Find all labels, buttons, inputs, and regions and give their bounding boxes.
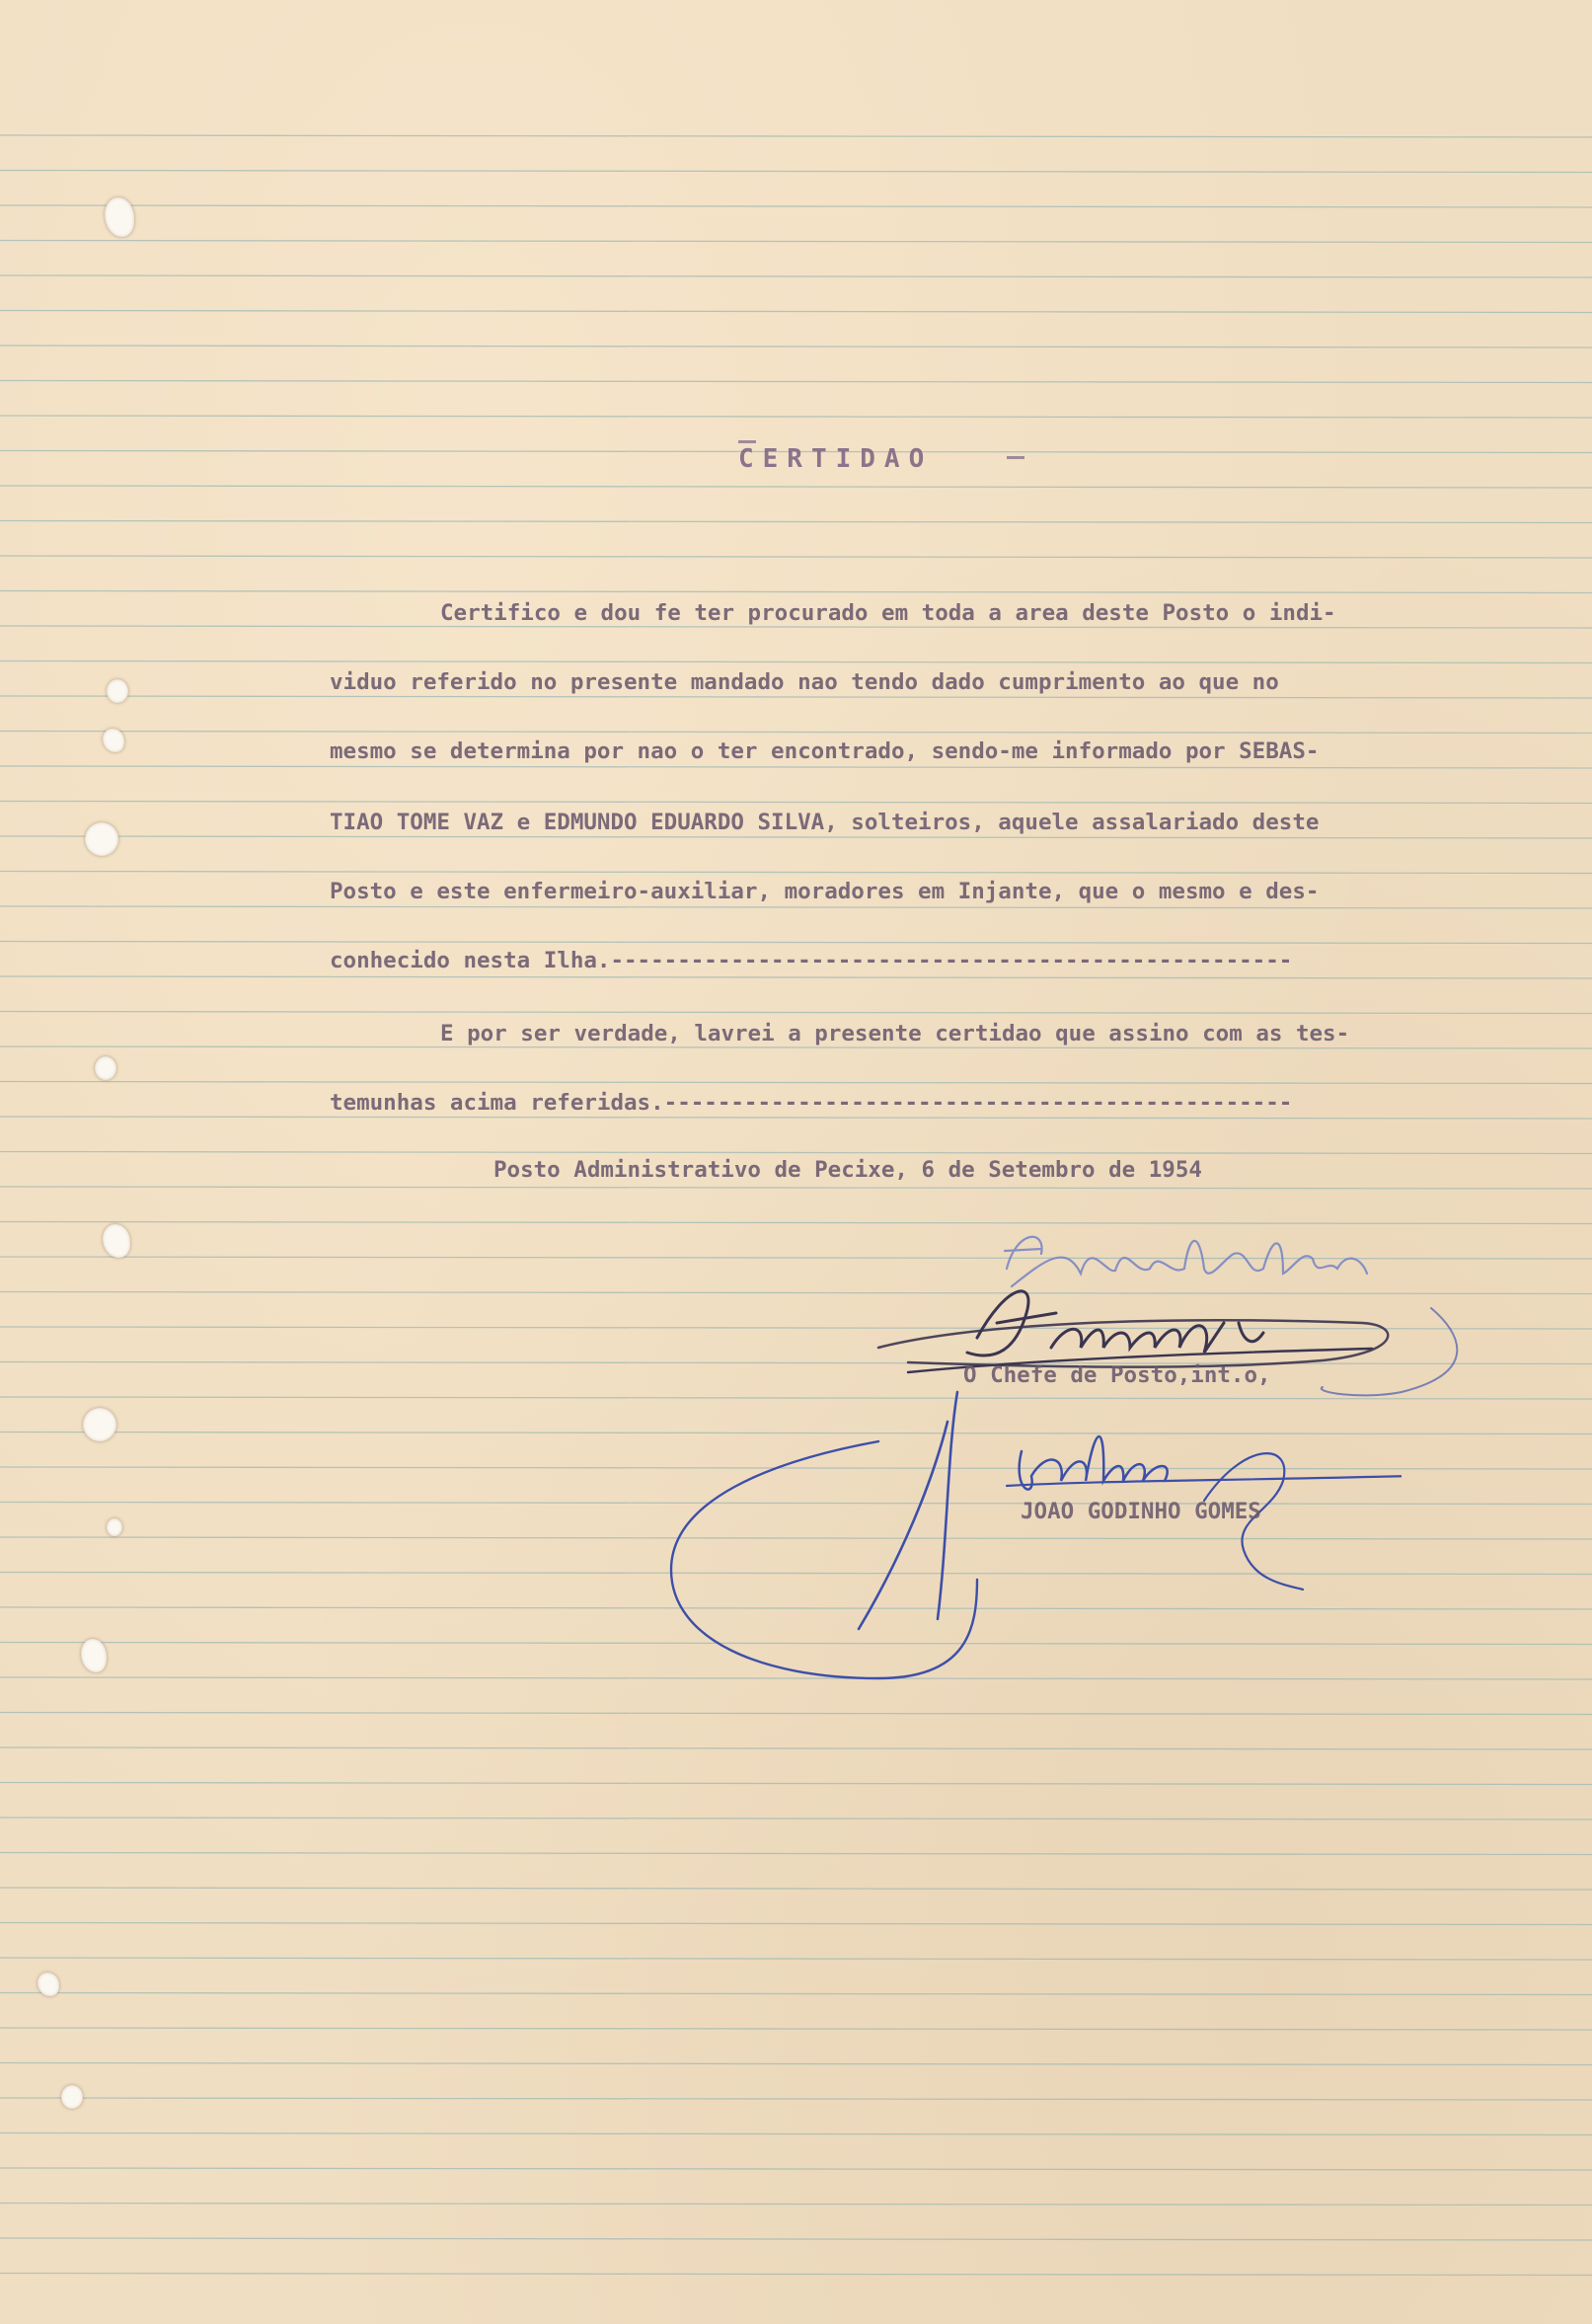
ruled-line [0, 1783, 1592, 1785]
ruled-line [0, 2098, 1592, 2100]
ruled-line [0, 171, 1592, 173]
paragraph-1-line: viduo referido no presente mandado nao tendo dado cumprimento ao que no [330, 669, 1279, 695]
ruled-line [0, 1713, 1592, 1715]
ruled-line [0, 1082, 1592, 1084]
ruled-line [0, 135, 1592, 137]
ruled-line [0, 1923, 1592, 1925]
punch-hole [103, 1224, 130, 1258]
ruled-line [0, 1747, 1592, 1749]
punch-hole [95, 1056, 116, 1080]
ruled-line [0, 311, 1592, 313]
punch-hole [107, 679, 128, 703]
ruled-line [0, 1012, 1592, 1014]
punch-hole [83, 1408, 116, 1441]
ruled-line [0, 275, 1592, 277]
ruled-line [0, 766, 1592, 768]
ruled-line [0, 591, 1592, 593]
ruled-line [0, 1818, 1592, 1820]
punch-hole [85, 822, 118, 856]
ruled-line [0, 2133, 1592, 2135]
ruled-line [0, 696, 1592, 698]
ruled-line [0, 1888, 1592, 1890]
paragraph-1-line: Posto e este enfermeiro-auxiliar, moradores em Injante, que o mesmo e des- [330, 879, 1320, 904]
ruled-line [0, 1117, 1592, 1119]
ruled-line [0, 2204, 1592, 2206]
paragraph-1-line: TIAO TOME VAZ e EDMUNDO EDUARDO SILVA, solteiros, aquele assalariado deste [330, 810, 1320, 835]
punch-hole [61, 2085, 83, 2109]
ruled-line [0, 2238, 1592, 2240]
paragraph-1-line: mesmo se determina por nao o ter encontrado, sendo-me informado por SEBAS- [330, 738, 1320, 764]
paragraph-1-line: conhecido nesta Ilha.--------------------------------------------------- [330, 948, 1293, 973]
ruled-line [0, 346, 1592, 348]
ruled-line [0, 802, 1592, 804]
document-title: CERTIDAO [738, 444, 934, 474]
ruled-line [0, 626, 1592, 628]
ruled-line [0, 836, 1592, 838]
ruled-line [0, 1187, 1592, 1189]
ruled-line [0, 1152, 1592, 1154]
ruled-line [0, 732, 1592, 734]
ruled-line [0, 1853, 1592, 1855]
ruled-line [0, 661, 1592, 663]
ruled-line [0, 381, 1592, 383]
title-mark-left [738, 440, 756, 443]
ruled-line [0, 1993, 1592, 1995]
ruled-line [0, 2063, 1592, 2065]
punch-hole [81, 1639, 107, 1672]
official-name: JOAO GODINHO GOMES [1021, 1499, 1261, 1524]
ruled-line [0, 416, 1592, 418]
punch-hole [107, 1518, 122, 1536]
ruled-line [0, 521, 1592, 523]
ruled-line [0, 556, 1592, 558]
ruled-line [0, 2274, 1592, 2276]
ruled-line [0, 1958, 1592, 1960]
ruled-line [0, 2028, 1592, 2030]
title-mark-right [1007, 456, 1024, 459]
ruled-line [0, 241, 1592, 243]
punch-hole [38, 1973, 59, 1996]
ruled-line [0, 872, 1592, 874]
paragraph-2-line: E por ser verdade, lavrei a presente certidao que assino com as tes- [440, 1021, 1350, 1046]
place-date: Posto Administrativo de Pecixe, 6 de Setembro de 1954 [493, 1157, 1202, 1183]
official-signature [651, 1382, 1402, 1708]
ruled-line [0, 205, 1592, 207]
ruled-line [0, 486, 1592, 488]
ruled-line [0, 906, 1592, 908]
ruled-line [0, 976, 1592, 978]
punch-hole [103, 729, 124, 752]
paragraph-2-line: temunhas acima referidas.----------------------------------------------- [330, 1090, 1293, 1116]
ruled-line [0, 1046, 1592, 1048]
ruled-line [0, 2168, 1592, 2170]
official-title: O Chefe de Posto,int.o, [963, 1362, 1271, 1388]
ruled-line [0, 942, 1592, 944]
paragraph-1-line: Certifico e dou fe ter procurado em toda a area deste Posto o indi- [440, 600, 1336, 626]
